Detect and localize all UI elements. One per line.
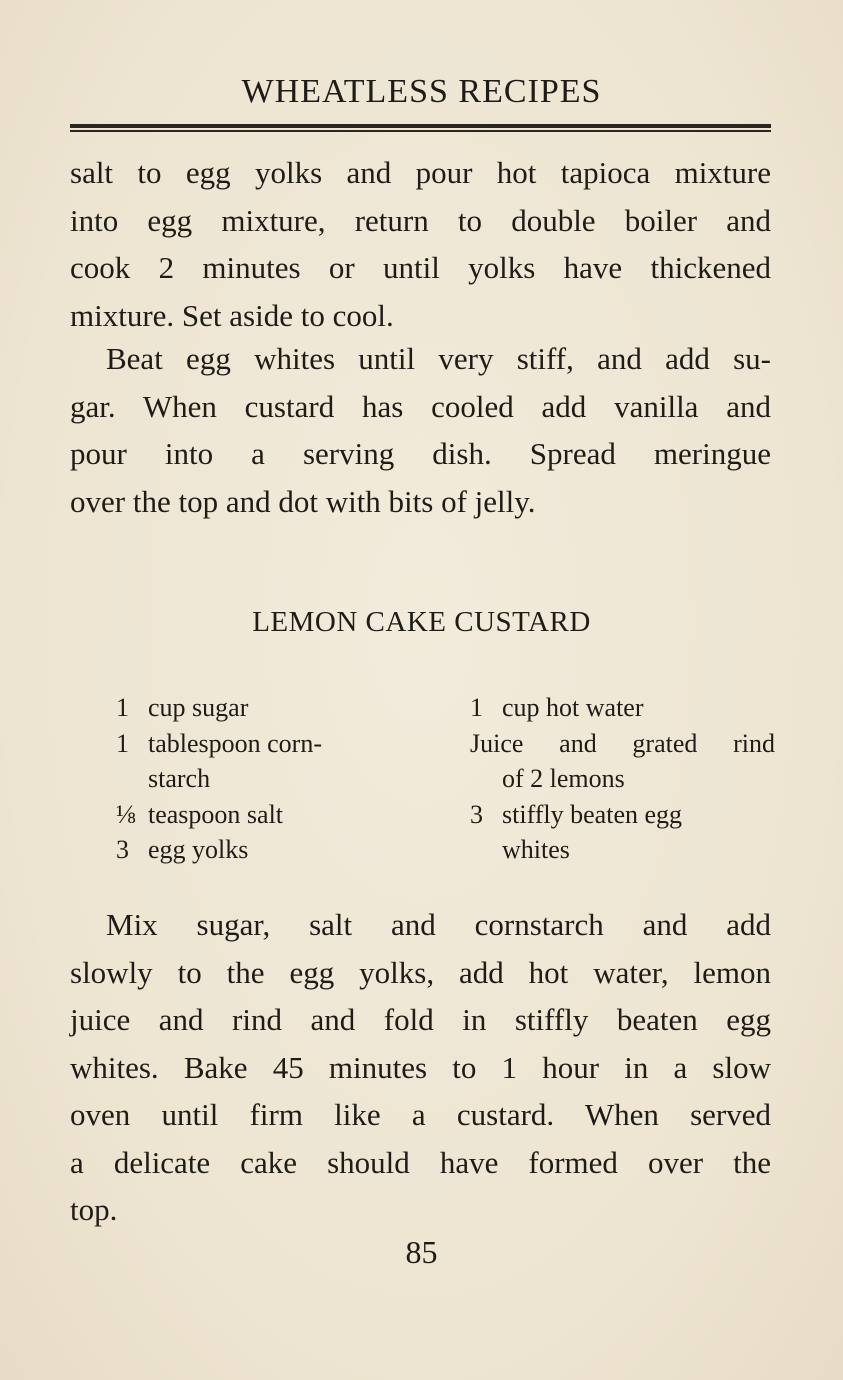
text-line: salt to egg yolks and pour hot tapioca mixture [70,155,771,190]
ingredient-qty: 3 [470,799,483,829]
ingredient-item [470,690,775,726]
ingredient-item [116,832,396,868]
ingredient-item [116,761,396,797]
ingredient-item [470,726,775,762]
text-line: gar. When custard has cooled add vanilla and [70,388,771,424]
ingredient-qty: 3 [116,835,129,864]
text-line: slowly to the egg yolks, add hot water, lemon [70,954,771,990]
ingredient-qty: 1 [116,693,129,722]
text-line: top. [70,1192,118,1227]
ingredient-text: Juice and grated rind [470,728,775,758]
running-head: WHEATLESS RECIPES [241,73,602,110]
page-number: 85 [405,1234,438,1270]
ingredient-qty: 1 [470,693,483,722]
ingredients-left-column [116,690,396,868]
text-line: Mix sugar, salt and cornstarch and add [106,907,771,942]
text-line: whites. Bake 45 minutes to 1 hour in a slow [70,1049,771,1085]
ingredient-text: stiffly beaten egg [502,799,683,829]
ingredient-text: cup hot water [502,693,644,722]
ingredient-item [470,797,775,833]
paragraph-lemon-custard-method [70,901,771,1234]
ingredients-right-column [470,690,775,868]
ingredient-text: egg yolks [148,835,249,864]
text-line: oven until firm like a custard. When served [70,1097,771,1132]
text-line: mixture. Set aside to cool. [70,297,394,333]
paragraph-meringue-instructions [70,335,771,525]
text-line: pour into a serving dish. Spread meringue [70,436,771,471]
ingredient-qty: ⅛ [116,799,136,829]
ingredient-item [116,797,396,833]
ingredient-item [470,832,775,868]
ingredient-text: teaspoon salt [148,799,284,829]
ingredient-item [116,726,396,762]
header-rule-thin [70,130,771,132]
ingredient-item [470,761,775,797]
text-line: a delicate cake should have formed over the [70,1144,771,1180]
header-rule-thick [70,124,771,128]
ingredient-text: starch [148,764,211,793]
recipe-title: LEMON CAKE CUSTARD [252,606,591,638]
ingredient-text: tablespoon corn- [148,728,323,758]
text-line: juice and rind and fold in stiffly beaten egg [70,1002,771,1037]
text-line: cook 2 minutes or until yolks have thickened [70,250,771,285]
ingredient-text: whites [502,835,570,864]
ingredient-text: cup sugar [148,693,249,722]
paragraph-continued-instructions [70,149,771,339]
text-line: over the top and dot with bits of jelly. [70,483,536,519]
ingredient-item [116,690,396,726]
ingredient-qty: 1 [116,728,129,758]
text-line: into egg mixture, return to double boiler and [70,202,771,238]
ingredient-text: of 2 lemons [502,764,625,793]
text-line: Beat egg whites until very stiff, and add su- [106,341,771,376]
